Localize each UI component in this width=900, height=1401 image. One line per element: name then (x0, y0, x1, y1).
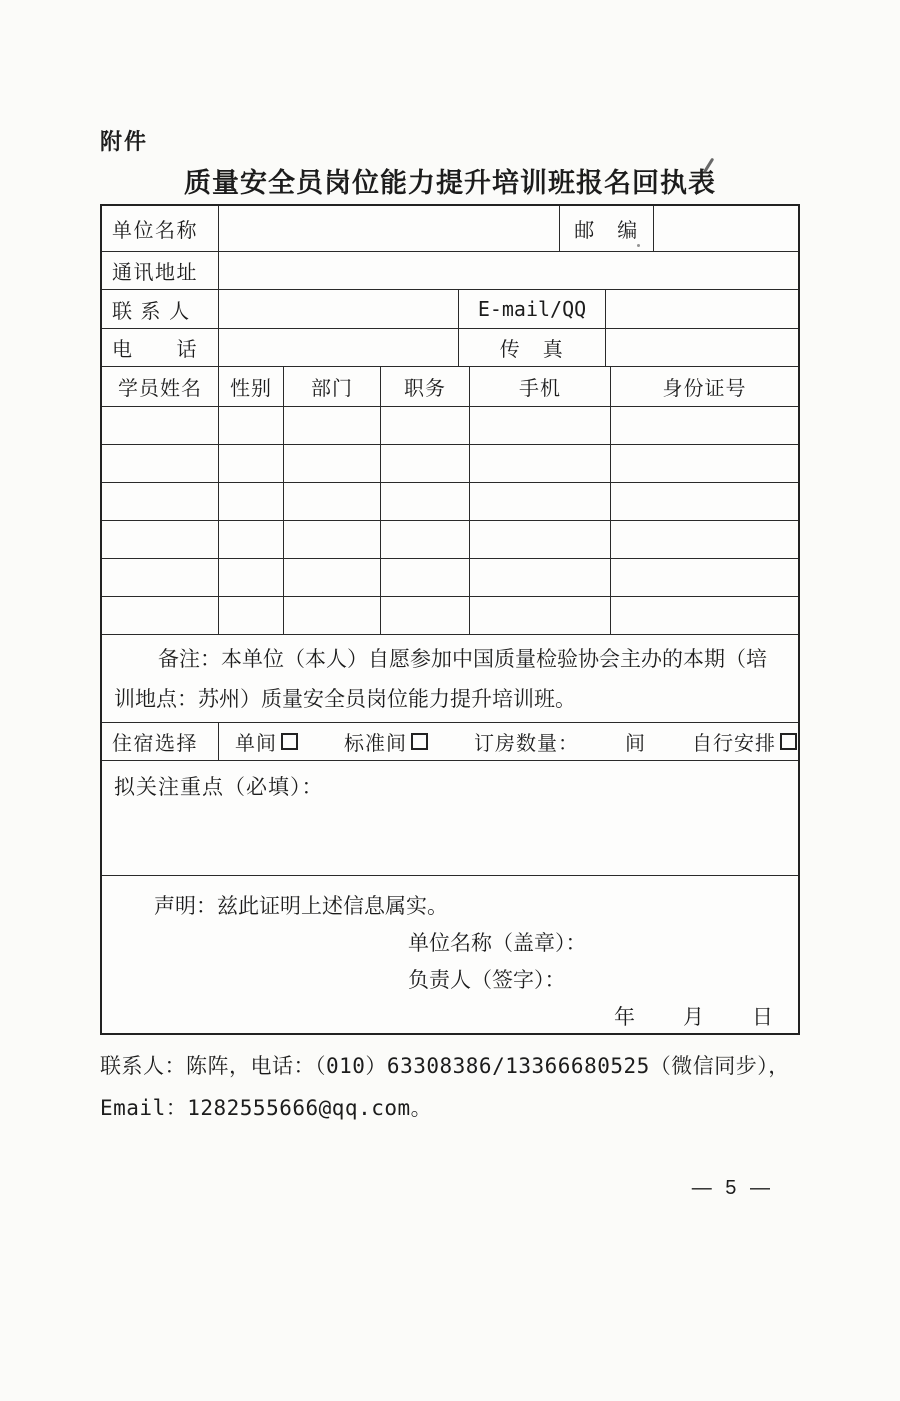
remark-line2: 训地点：苏州）质量安全员岗位能力提升培训班。 (114, 688, 576, 711)
student-empty-row (102, 406, 798, 444)
header-mobile: 手机 (469, 367, 610, 406)
postal-code-label: 邮 编 (559, 206, 653, 251)
self-arrange-checkbox (780, 733, 797, 750)
scan-artifact (637, 244, 640, 247)
postal-code-field (653, 206, 798, 251)
phone-label: 电 话 (112, 339, 198, 361)
date-line: 年 月 日 (614, 1006, 775, 1029)
row-unit-name (102, 206, 798, 251)
footer-contact-note (100, 1051, 800, 1123)
fax-label: 传 真 (458, 329, 605, 366)
single-room-label: 单间 (235, 733, 277, 755)
page-number: — 5 — (691, 1177, 774, 1199)
student-empty-row (102, 520, 798, 558)
signer-label: 负责人（签字）： (408, 969, 566, 992)
accommodation-options (218, 723, 798, 760)
accommodation-label: 住宿选择 (112, 733, 198, 755)
row-contact (102, 289, 798, 328)
row-remark (102, 634, 798, 722)
header-student-name: 学员姓名 (118, 378, 202, 400)
scanned-form-page (0, 128, 900, 1200)
row-address (102, 251, 798, 289)
single-room-checkbox (281, 733, 298, 750)
address-field (218, 252, 798, 289)
header-department: 部门 (283, 367, 380, 406)
standard-room-option (344, 727, 428, 756)
header-gender: 性别 (218, 367, 283, 406)
header-position: 职务 (380, 367, 469, 406)
qty-unit-label: 间 (625, 733, 646, 755)
declaration-statement: 声明：兹此证明上述信息属实。 (154, 895, 448, 918)
student-table-header (102, 366, 798, 406)
standard-room-label: 标准间 (344, 733, 407, 755)
row-phone (102, 328, 798, 366)
email-qq-label: E-mail/QQ (458, 290, 605, 328)
registration-form-table (100, 204, 800, 1035)
contact-field (218, 290, 458, 328)
unit-name-field (218, 206, 559, 251)
self-arrange-option (692, 727, 797, 756)
address-label: 通讯地址 (112, 262, 198, 284)
single-room-option (235, 727, 298, 756)
row-accommodation (102, 722, 798, 760)
student-empty-row (102, 558, 798, 596)
unit-seal-label: 单位名称（盖章）： (408, 932, 587, 955)
remark-line1: 备注：本单位（本人）自愿参加中国质量检验协会主办的本期（培 (158, 648, 767, 671)
phone-field (218, 329, 458, 366)
row-declaration (102, 875, 798, 1033)
contact-label: 联 系 人 (112, 300, 191, 323)
unit-name-label: 单位名称 (112, 220, 198, 242)
standard-room-checkbox (411, 733, 428, 750)
form-title: 质量安全员岗位能力提升培训班报名回执表 (184, 168, 716, 198)
student-empty-row (102, 482, 798, 520)
remark-text (102, 635, 798, 722)
student-empty-row (102, 444, 798, 482)
attachment-label: 附件 (100, 129, 149, 154)
booking-qty-label: 订房数量： (474, 733, 579, 755)
footer-contact-line2: Email：1282555666@qq.com。 (100, 1096, 433, 1120)
self-arrange-label: 自行安排 (692, 733, 776, 755)
email-qq-field (605, 290, 798, 328)
declaration-block (102, 876, 798, 1036)
row-focus (102, 760, 798, 875)
fax-field (605, 329, 798, 366)
header-id-number: 身份证号 (610, 367, 798, 406)
focus-label: 拟关注重点（必填）： (114, 776, 324, 799)
footer-contact-line1: 联系人：陈阵，电话：（010）63308386/13366680525（微信同步）， (100, 1054, 790, 1078)
student-empty-row (102, 596, 798, 634)
